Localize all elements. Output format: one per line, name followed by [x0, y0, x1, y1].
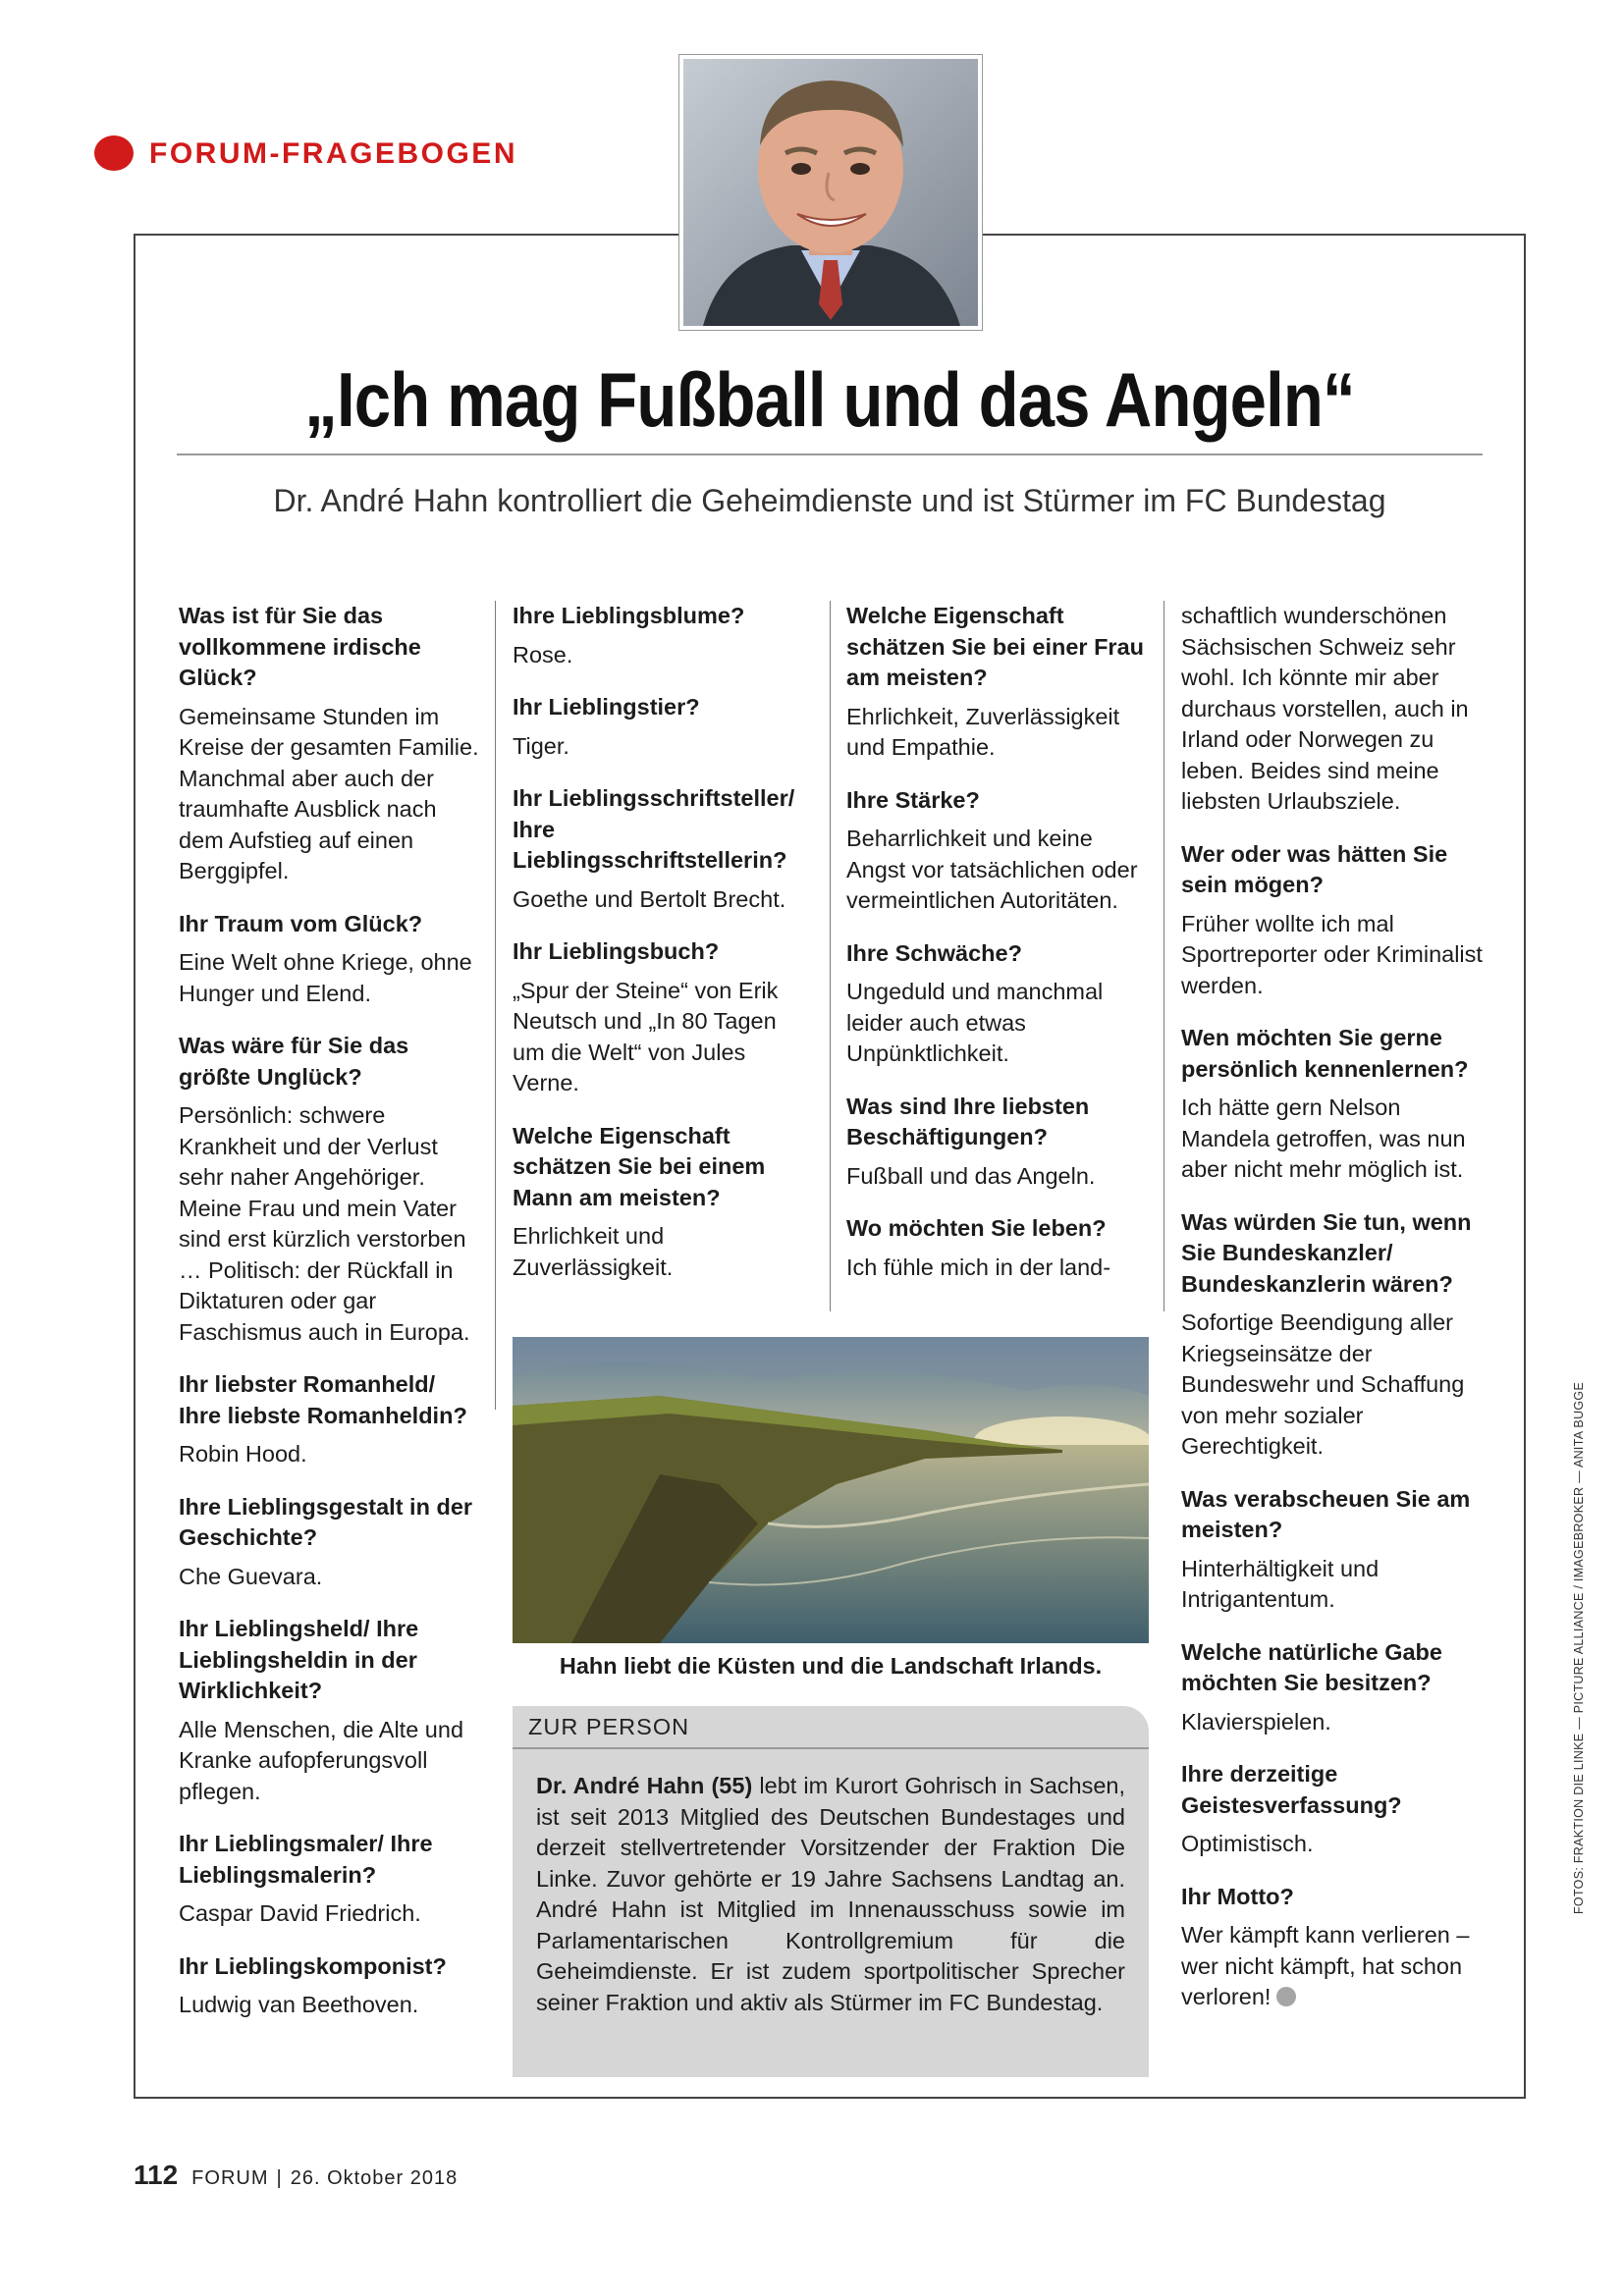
- answer: Caspar David Friedrich.: [179, 1900, 421, 1926]
- answer: Früher wollte ich mal Sportreporter oder Kriminalist werden.: [1181, 910, 1483, 998]
- person-box-divider: [513, 1747, 1149, 1749]
- question: Ihr Lieblingstier?: [513, 694, 700, 720]
- question: Welche natürliche Gabe möchten Sie besitzen?: [1181, 1638, 1442, 1695]
- answer: „Spur der Steine“ von Erik Neutsch und „In 80 Tagen um die Welt“ von Jules Verne.: [513, 977, 779, 1095]
- answer-continuation: schaftlich wunderschönen Sächsischen Schweiz sehr wohl. Ich könnte mir aber durchaus vorstellen, auch in Irland oder Norwegen zu leben. Beides sind meine liebsten Urlaubsziele.: [1181, 603, 1469, 814]
- question: Ihr Lieblingsschriftsteller/ Ihre Lieblingsschriftstellerin?: [513, 785, 795, 873]
- person-bio: lebt im Kurort Gohrisch in Sachsen, ist seit 2013 Mitglied des Deutschen Bundestages und derzeit stellvertretender Vorsitzender der Fraktion Die Linke. Zuvor gehörte er 19 Jahre Sachsens Landtag an. André Hahn ist Mitglied im Innenausschuss sowie im Parlamentarischen Kontrollgremium für die Geheimdienste. Er ist zudem sportpolitischer Sprecher seiner Fraktion und aktiv als Stürmer im FC Bundestag.: [536, 1773, 1125, 2015]
- qa-item: [513, 783, 813, 915]
- column-divider: [1163, 601, 1164, 1311]
- question: Ihr Lieblingskomponist?: [179, 1952, 447, 1979]
- qa-item: [179, 601, 479, 887]
- question-column-1: [179, 601, 479, 2043]
- page-number: 112: [134, 2160, 179, 2190]
- qa-item: [513, 692, 813, 762]
- qa-item: [1181, 1637, 1488, 1738]
- qa-item: [1181, 1484, 1488, 1616]
- qa-item: [513, 1121, 813, 1284]
- qa-item: [179, 1031, 479, 1348]
- answer: Beharrlichkeit und keine Angst vor tatsächlichen oder vermeintlichen Autoritäten.: [846, 826, 1138, 913]
- answer: Eine Welt ohne Kriege, ohne Hunger und Elend.: [179, 949, 472, 1006]
- page-footer: [134, 2160, 458, 2191]
- question: Welche Eigenschaft schätzen Sie bei einem Mann am meisten?: [513, 1122, 766, 1210]
- question: Ihr Lieblingsheld/ Ihre Lieblingsheldin in der Wirklichkeit?: [179, 1616, 419, 1703]
- question: Was wäre für Sie das größte Unglück?: [179, 1033, 409, 1090]
- qa-item: [846, 785, 1147, 917]
- section-marker-icon: [94, 135, 134, 171]
- question: Ihre derzeitige Geistesverfassung?: [1181, 1761, 1402, 1818]
- person-box-text: [536, 1771, 1125, 2018]
- question: Welche Eigenschaft schätzen Sie bei einer Frau am meisten?: [846, 603, 1144, 690]
- answer: Ludwig van Beethoven.: [179, 1992, 419, 2017]
- qa-item: [513, 936, 813, 1099]
- photo-caption: Hahn liebt die Küsten und die Landschaft Irlands.: [559, 1653, 1103, 1679]
- question: Ihr Lieblingsbuch?: [513, 938, 720, 964]
- question: Was verabscheuen Sie am meisten?: [1181, 1485, 1471, 1542]
- qa-item: [846, 1213, 1147, 1283]
- qa-item: [179, 1369, 479, 1470]
- question: Ihr Motto?: [1181, 1883, 1294, 1909]
- question: Ihre Lieblingsgestalt in der Geschichte?: [179, 1493, 473, 1550]
- question: Wen möchten Sie gerne persönlich kennenlernen?: [1181, 1025, 1469, 1082]
- answer: Klavierspielen.: [1181, 1708, 1331, 1735]
- column-divider: [830, 601, 831, 1311]
- person-info-box: [513, 1706, 1149, 2077]
- coast-photo: [513, 1337, 1149, 1643]
- question: Was würden Sie tun, wenn Sie Bundeskanzler/ Bundeskanzlerin wären?: [1181, 1208, 1472, 1297]
- answer: Ehrlichkeit und Zuverlässigkeit.: [513, 1223, 674, 1280]
- qa-item: [179, 1829, 479, 1930]
- qa-item: [1181, 1207, 1488, 1463]
- magazine-name: FORUM: [191, 2167, 269, 2189]
- person-box-heading: ZUR PERSON: [528, 1714, 690, 1739]
- answer: Ehrlichkeit, Zuverlässigkeit und Empathie.: [846, 703, 1120, 760]
- question: Ihr Traum vom Glück?: [179, 910, 423, 936]
- qa-item: [179, 909, 479, 1010]
- headline-divider: [177, 454, 1483, 455]
- qa-item: [1181, 1759, 1488, 1860]
- answer: Persönlich: schwere Krankheit und der Verlust sehr naher Angehöriger. Meine Frau und mein Vater sind erst kürzlich verstorben … Politisch: der Rückfall in Diktaturen oder gar Faschismus auch in Europa.: [179, 1102, 470, 1345]
- answer: Optimistisch.: [1181, 1831, 1314, 1856]
- answer: Tiger.: [513, 732, 569, 759]
- answer: Alle Menschen, die Alte und Kranke aufopferungsvoll pflegen.: [179, 1716, 464, 1804]
- qa-item: [846, 938, 1147, 1070]
- answer: Wer kämpft kann verlieren – wer nicht kämpft, hat schon verloren!: [1181, 1922, 1470, 2009]
- question: Ihre Lieblingsblume?: [513, 603, 745, 628]
- coast-illustration: [513, 1337, 1149, 1643]
- question: Wer oder was hätten Sie sein mögen?: [1181, 840, 1448, 897]
- qa-item: [179, 1951, 479, 2021]
- qa-item: [1181, 1882, 1488, 2013]
- footer-separator: |: [276, 2167, 283, 2189]
- question: Was sind Ihre liebsten Beschäftigungen?: [846, 1093, 1090, 1149]
- end-marker-icon: [1276, 1987, 1296, 2006]
- qa-item: [179, 1492, 479, 1593]
- question: Wo möchten Sie leben?: [846, 1215, 1107, 1241]
- question: Was ist für Sie das vollkommene irdische Glück?: [179, 603, 421, 690]
- question: Ihre Stärke?: [846, 786, 980, 813]
- answer: Hinterhältigkeit und Intrigantentum.: [1181, 1555, 1380, 1612]
- answer: Goethe und Bertolt Brecht.: [513, 885, 786, 912]
- qa-item: [846, 1092, 1147, 1193]
- question: Ihr liebster Romanheld/ Ihre liebste Romanheldin?: [179, 1371, 467, 1428]
- answer: Sofortige Beendigung aller Kriegseinsätze der Bundeswehr und Schaffung von mehr sozialer Gerechtigkeit.: [1181, 1309, 1465, 1459]
- answer: Ich hätte gern Nelson Mandela getroffen, was nun aber nicht mehr möglich ist.: [1181, 1095, 1466, 1182]
- issue-date: 26. Oktober 2018: [290, 2167, 459, 2189]
- answer: Ich fühle mich in der land-: [846, 1254, 1111, 1280]
- subline: Dr. André Hahn kontrolliert die Geheimdienste und ist Stürmer im FC Bundestag: [273, 483, 1386, 518]
- question: Ihre Schwäche?: [846, 939, 1022, 966]
- answer: Gemeinsame Stunden im Kreise der gesamten Familie. Manchmal aber auch der traumhafte Ausblick nach dem Aufstieg auf einen Berggipfel.: [179, 703, 479, 883]
- portrait-illustration: [683, 59, 978, 326]
- qa-item: [1181, 839, 1488, 1002]
- headline: „Ich mag Fußball und das Angeln“: [304, 356, 1355, 443]
- answer: Fußball und das Angeln.: [846, 1162, 1096, 1189]
- column-divider: [495, 601, 496, 1410]
- section-label: FORUM-FRAGEBOGEN: [149, 137, 517, 170]
- question-column-3: [846, 601, 1147, 1305]
- qa-item: [1181, 1023, 1488, 1186]
- photo-credit: FOTOS: FRAKTION DIE LINKE — PICTURE ALLIANCE / IMAGEBROKER — ANITA BUGGE: [1572, 1381, 1586, 1914]
- answer: Robin Hood.: [179, 1441, 307, 1467]
- answer-wrap: [1181, 1920, 1488, 2013]
- answer: Che Guevara.: [179, 1563, 323, 1589]
- portrait-photo: [679, 55, 982, 330]
- qa-item: [513, 601, 813, 670]
- question-column-4: [1181, 601, 1488, 2013]
- answer: Rose.: [513, 641, 573, 667]
- question: Ihr Lieblingsmaler/ Ihre Lieblingsmalerin?: [179, 1831, 433, 1888]
- qa-item: [846, 601, 1147, 764]
- qa-item: [179, 1614, 479, 1807]
- person-name: Dr. André Hahn (55): [536, 1773, 753, 1798]
- answer: Ungeduld und manchmal leider auch etwas Unpünktlichkeit.: [846, 979, 1104, 1066]
- question-column-2: [513, 601, 813, 1305]
